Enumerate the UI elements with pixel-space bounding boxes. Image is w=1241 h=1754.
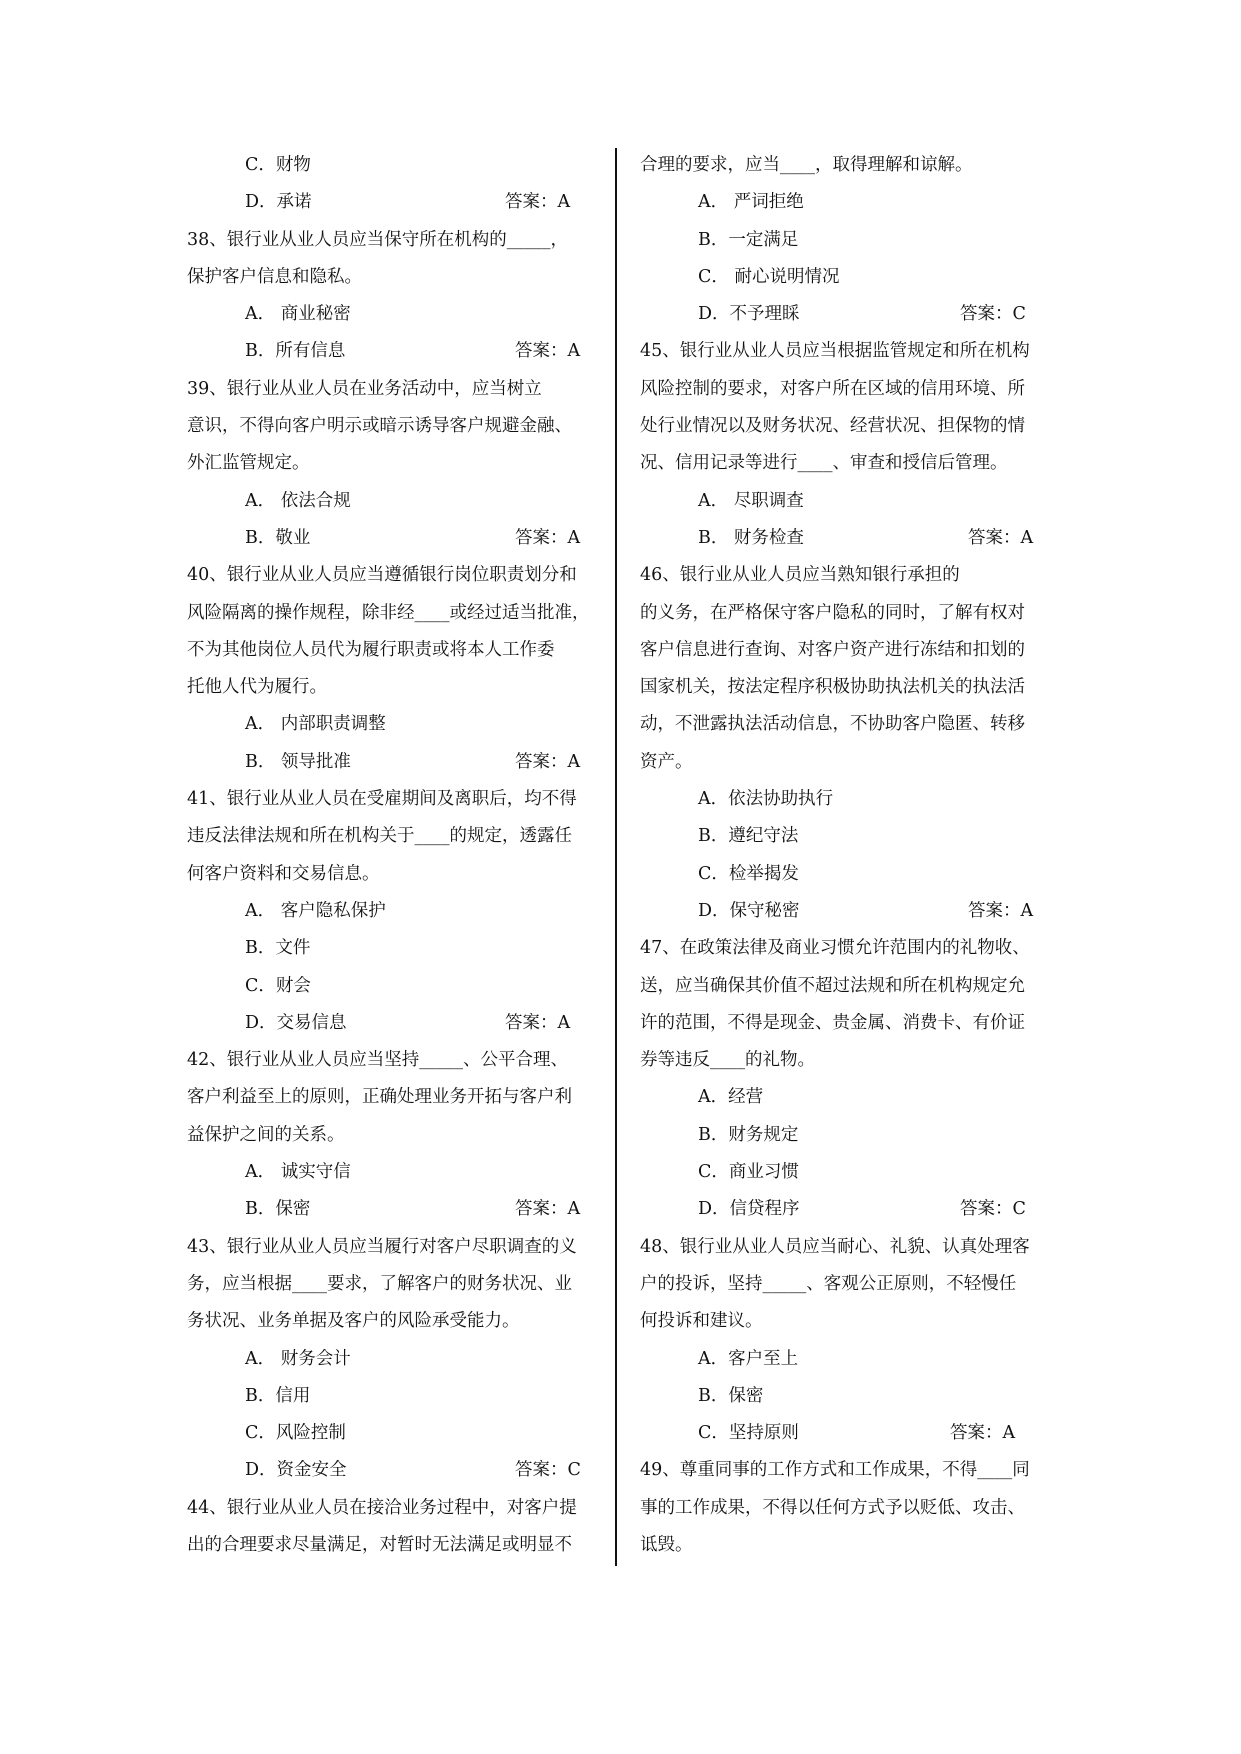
- line-text: 诋毁。: [640, 1534, 693, 1555]
- answer-label: 答案：A: [515, 751, 581, 772]
- question-line: [640, 1266, 1050, 1303]
- column-divider: [615, 148, 617, 1566]
- question-line: [640, 1490, 1050, 1527]
- line-text: B． 财务检查: [698, 527, 804, 548]
- option-line: [187, 296, 597, 333]
- line-text: B．所有信息: [245, 341, 346, 362]
- line-text: 事的工作成果，不得以任何方式予以贬低、攻击、: [640, 1497, 1025, 1518]
- question-line: [640, 669, 1050, 706]
- option-line: [640, 818, 1050, 855]
- line-text: A． 商业秘密: [245, 304, 351, 325]
- question-line: [187, 669, 597, 706]
- question-line: [187, 222, 597, 259]
- line-text: 43、银行业从业人员应当履行对客户尽职调查的义: [187, 1236, 577, 1257]
- line-text: C．财会: [245, 975, 311, 996]
- line-text: D．信贷程序: [698, 1199, 800, 1220]
- line-text: 外汇监管规定。: [187, 453, 310, 474]
- line-text: 益保护之间的关系。: [187, 1124, 345, 1145]
- line-text: A． 财务会计: [245, 1348, 351, 1369]
- answer-label: 答案：C: [960, 304, 1026, 325]
- option-line: [187, 744, 597, 781]
- answer-label: 答案：A: [968, 900, 1034, 921]
- option-line: [187, 483, 597, 520]
- line-text: A． 严词拒绝: [698, 192, 804, 213]
- line-text: 46、银行业从业人员应当熟知银行承担的: [640, 565, 960, 586]
- option-line: [640, 184, 1050, 221]
- line-text: 44、银行业从业人员在接洽业务过程中，对客户提: [187, 1497, 577, 1518]
- option-line: [187, 1415, 597, 1452]
- question-line: [187, 1527, 597, 1564]
- option-line: [187, 893, 597, 930]
- option-line: [640, 1154, 1050, 1191]
- question-line: [640, 333, 1050, 370]
- line-text: B． 领导批准: [245, 751, 351, 772]
- line-text: A． 内部职责调整: [245, 714, 386, 735]
- question-line: [187, 557, 597, 594]
- option-line: [187, 1452, 597, 1489]
- line-text: 资产。: [640, 751, 693, 772]
- option-line: [187, 930, 597, 967]
- answer-label: 答案：A: [515, 527, 581, 548]
- answer-label: 答案：C: [960, 1199, 1026, 1220]
- answer-label: 答案：A: [950, 1423, 1016, 1444]
- option-line: [187, 1154, 597, 1191]
- option-line: [187, 333, 597, 370]
- question-line: [640, 1005, 1050, 1042]
- line-text: D．承诺: [245, 192, 312, 213]
- answer-label: 答案：A: [968, 527, 1034, 548]
- line-text: B．保密: [245, 1199, 311, 1220]
- line-text: D．交易信息: [245, 1012, 347, 1033]
- line-text: D．不予理睬: [698, 304, 800, 325]
- line-text: A． 诚实守信: [245, 1162, 351, 1183]
- option-line: [187, 1005, 597, 1042]
- question-line: [187, 856, 597, 893]
- line-text: 何客户资料和交易信息。: [187, 863, 380, 884]
- option-line: [640, 1415, 1050, 1452]
- option-line: [187, 147, 597, 184]
- line-text: 户的投诉，坚持_____、客观公正原则，不轻慢任: [640, 1273, 1017, 1294]
- option-line: [640, 781, 1050, 818]
- line-text: 风险隔离的操作规程，除非经____或经过适当批准，: [187, 602, 590, 623]
- line-text: A． 客户隐私保护: [245, 900, 386, 921]
- line-text: 许的范围，不得是现金、贵金属、消费卡、有价证: [640, 1012, 1025, 1033]
- option-line: [640, 259, 1050, 296]
- option-line: [640, 1191, 1050, 1228]
- line-text: A． 尽职调查: [698, 490, 804, 511]
- question-line: [187, 595, 597, 632]
- question-line: [187, 1229, 597, 1266]
- option-line: [187, 1378, 597, 1415]
- question-line: [640, 1042, 1050, 1079]
- line-text: B．财务规定: [698, 1124, 799, 1145]
- line-text: 何投诉和建议。: [640, 1311, 763, 1332]
- option-line: [640, 296, 1050, 333]
- option-line: [640, 1117, 1050, 1154]
- question-line: [187, 1042, 597, 1079]
- right-column: [640, 147, 1050, 1564]
- line-text: 40、银行业从业人员应当遵循银行岗位职责划分和: [187, 565, 577, 586]
- line-text: A． 依法合规: [245, 490, 351, 511]
- question-line: [640, 744, 1050, 781]
- line-text: C．检举揭发: [698, 863, 799, 884]
- line-text: 违反法律法规和所在机构关于____的规定，透露任: [187, 826, 572, 847]
- answer-label: 答案：A: [505, 1012, 571, 1033]
- line-text: C．财物: [245, 155, 311, 175]
- line-text: B．文件: [245, 938, 311, 959]
- option-line: [187, 1191, 597, 1228]
- question-line: [640, 1527, 1050, 1564]
- option-line: [640, 1378, 1050, 1415]
- question-line: [640, 632, 1050, 669]
- question-line: [187, 408, 597, 445]
- line-text: 券等违反____的礼物。: [640, 1050, 815, 1071]
- line-text: B．一定满足: [698, 229, 799, 250]
- line-text: B．敬业: [245, 527, 311, 548]
- line-text: 动，不泄露执法活动信息，不协助客户隐匿、转移: [640, 714, 1025, 735]
- option-line: [187, 1341, 597, 1378]
- left-column: [187, 147, 597, 1564]
- line-text: B．信用: [245, 1385, 311, 1406]
- question-line: [640, 968, 1050, 1005]
- option-line: [640, 1079, 1050, 1116]
- answer-label: 答案：C: [515, 1460, 581, 1481]
- line-text: C．商业习惯: [698, 1162, 799, 1183]
- line-text: A．客户至上: [698, 1348, 799, 1369]
- option-line: [640, 1341, 1050, 1378]
- question-line: [187, 1303, 597, 1340]
- line-text: D．资金安全: [245, 1460, 347, 1481]
- line-text: B．保密: [698, 1385, 764, 1406]
- line-text: 出的合理要求尽量满足，对暂时无法满足或明显不: [187, 1534, 572, 1555]
- line-text: C． 耐心说明情况: [698, 266, 840, 287]
- question-line: [640, 1452, 1050, 1489]
- line-text: 不为其他岗位人员代为履行职责或将本人工作委: [187, 639, 555, 660]
- line-text: 务状况、业务单据及客户的风险承受能力。: [187, 1311, 520, 1332]
- line-text: A．依法协助执行: [698, 789, 834, 810]
- question-line: [640, 706, 1050, 743]
- question-line: [187, 1266, 597, 1303]
- line-text: 国家机关，按法定程序积极协助执法机关的执法活: [640, 677, 1025, 698]
- line-text: 38、银行业从业人员应当保守所在机构的_____，: [187, 229, 569, 250]
- question-line: [640, 408, 1050, 445]
- question-line: [187, 632, 597, 669]
- question-line: [640, 1229, 1050, 1266]
- question-line: [187, 781, 597, 818]
- line-text: 客户利益至上的原则，正确处理业务开拓与客户利: [187, 1087, 572, 1108]
- question-line: [640, 445, 1050, 482]
- question-line: [640, 930, 1050, 967]
- line-text: 45、银行业从业人员应当根据监管规定和所在机构: [640, 341, 1030, 362]
- line-text: 39、银行业从业人员在业务活动中，应当树立: [187, 378, 542, 399]
- line-text: 41、银行业从业人员在受雇期间及离职后，均不得: [187, 789, 577, 810]
- question-line: [640, 371, 1050, 408]
- line-text: 务，应当根据____要求，了解客户的财务状况、业: [187, 1273, 572, 1294]
- option-line: [640, 483, 1050, 520]
- option-line: [187, 968, 597, 1005]
- line-text: 47、在政策法律及商业习惯允许范围内的礼物收、: [640, 938, 1030, 959]
- line-text: 风险控制的要求，对客户所在区域的信用环境、所: [640, 378, 1025, 399]
- option-line: [640, 856, 1050, 893]
- option-line: [187, 706, 597, 743]
- line-text: 处行业情况以及财务状况、经营状况、担保物的情: [640, 416, 1025, 437]
- line-text: 48、银行业从业人员应当耐心、礼貌、认真处理客: [640, 1236, 1030, 1257]
- answer-label: 答案：A: [515, 1199, 581, 1220]
- line-text: C．风险控制: [245, 1423, 346, 1444]
- line-text: 送，应当确保其价值不超过法规和所在机构规定允: [640, 975, 1025, 996]
- option-line: [640, 893, 1050, 930]
- line-text: 客户信息进行查询、对客户资产进行冻结和扣划的: [640, 639, 1025, 660]
- question-line: [187, 371, 597, 408]
- line-text: 的义务，在严格保守客户隐私的同时，了解有权对: [640, 602, 1025, 623]
- question-line: [187, 445, 597, 482]
- line-text: 保护客户信息和隐私。: [187, 266, 362, 287]
- question-line: [640, 557, 1050, 594]
- line-text: 合理的要求，应当____，取得理解和谅解。: [640, 155, 973, 175]
- question-line: [640, 147, 1050, 184]
- option-line: [640, 520, 1050, 557]
- question-line: [640, 595, 1050, 632]
- question-line: [187, 1490, 597, 1527]
- answer-label: 答案：A: [505, 192, 571, 213]
- question-line: [640, 1303, 1050, 1340]
- line-text: D．保守秘密: [698, 900, 800, 921]
- line-text: A．经营: [698, 1087, 764, 1108]
- question-line: [187, 1079, 597, 1116]
- question-line: [187, 818, 597, 855]
- question-line: [187, 259, 597, 296]
- option-line: [187, 520, 597, 557]
- line-text: 意识，不得向客户明示或暗示诱导客户规避金融、: [187, 416, 572, 437]
- line-text: 托他人代为履行。: [187, 677, 327, 698]
- answer-label: 答案：A: [515, 341, 581, 362]
- line-text: B．遵纪守法: [698, 826, 799, 847]
- line-text: C．坚持原则: [698, 1423, 799, 1444]
- line-text: 49、尊重同事的工作方式和工作成果，不得____同: [640, 1460, 1030, 1481]
- option-line: [187, 184, 597, 221]
- option-line: [640, 222, 1050, 259]
- line-text: 况、信用记录等进行____、审查和授信后管理。: [640, 453, 1008, 474]
- line-text: 42、银行业从业人员应当坚持_____、公平合理、: [187, 1050, 569, 1071]
- question-line: [187, 1117, 597, 1154]
